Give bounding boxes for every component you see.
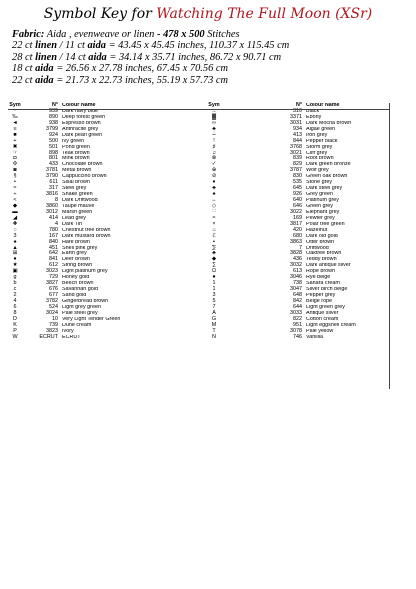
thread-number: 739: [49, 321, 58, 328]
stitch-symbol: P: [13, 327, 17, 334]
colour-name: Lead grey: [62, 215, 86, 221]
stitch-symbol: 5: [212, 297, 216, 304]
colour-name: Antique silver: [306, 310, 339, 316]
stitch-symbol: K: [13, 321, 17, 328]
stitch-symbol: ▓: [212, 113, 216, 120]
stitch-symbol: ↔: [211, 197, 217, 203]
stitch-symbol: ⊘: [211, 173, 217, 180]
stitch-symbol: ▬: [12, 208, 18, 215]
thread-number: 898: [49, 149, 58, 156]
fabric-type: linen: [35, 40, 58, 52]
thread-number: 3024: [46, 309, 58, 316]
stitch-symbol: ·: [14, 107, 16, 114]
colour-name: Ivy green: [62, 138, 85, 144]
colour-name: ECRUT: [62, 334, 81, 340]
stitch-symbol: ☞: [12, 149, 18, 156]
thread-number: 951: [293, 321, 302, 328]
stitch-symbol: ⅀: [211, 244, 217, 251]
thread-number: 842: [293, 297, 302, 304]
thread-number: 939: [49, 107, 58, 114]
colour-name: Cliff grey: [306, 150, 328, 156]
dimensions: = 43.45 x 45.45 inches, 110.37 x 115.45 cm: [108, 40, 290, 52]
colour-name: Pond green: [62, 144, 90, 150]
colour-name: Teddy brown: [306, 257, 337, 263]
thread-number: 310: [293, 107, 302, 114]
colour-name: Cotton cream: [306, 316, 339, 322]
key-column-left: [8, 103, 198, 341]
colour-name: Beech brown: [62, 281, 94, 287]
thread-number: 3023: [46, 268, 58, 275]
thread-number: 640: [293, 197, 302, 203]
stitch-symbol: ○: [13, 226, 17, 233]
colour-name: Root brown: [306, 156, 334, 162]
colour-name: Hare brown: [62, 239, 90, 245]
thread-count: 22 ct: [12, 40, 33, 52]
thread-number: 780: [49, 226, 58, 233]
stitch-symbol: 2: [13, 292, 17, 298]
stitch-symbol: ♯: [212, 143, 216, 150]
stitch-symbol: ♠: [212, 191, 216, 198]
thread-number: 644: [293, 303, 302, 310]
fabric-size: 478 x 500: [163, 29, 205, 40]
colour-name: Light grey green: [62, 304, 101, 310]
thread-number: 3768: [290, 143, 302, 150]
dimensions: = 34.14 x 35.71 inches, 86.72 x 90.71 cm: [109, 51, 282, 63]
colour-name: String brown: [62, 263, 93, 269]
alt-count: / 14 ct: [59, 51, 86, 63]
stitch-symbol: ✣: [12, 161, 18, 168]
stitch-symbol: ★: [12, 262, 18, 269]
stitch-symbol: ✚: [12, 220, 18, 227]
colour-name: Teak brown: [62, 150, 90, 156]
stitch-symbol: +: [13, 137, 17, 144]
colour-name: Deep forest green: [62, 114, 106, 120]
fabric-info: [12, 29, 412, 86]
colour-name: Chocolate brown: [62, 162, 103, 168]
thread-number: 729: [49, 274, 58, 281]
thread-number: 413: [293, 131, 302, 138]
colour-name: Dark Tin: [62, 221, 83, 227]
stitch-symbol: b: [13, 280, 17, 287]
thread-count: 28 ct: [12, 51, 33, 63]
key-row: [204, 335, 394, 341]
stitch-symbol: ∻: [211, 131, 217, 138]
title-prefix: Symbol Key for: [43, 6, 152, 22]
colour-name: Sand gold: [62, 293, 87, 298]
stitch-symbol: N: [212, 333, 216, 340]
thread-number: 3047: [290, 286, 302, 293]
thread-number: 934: [293, 125, 302, 132]
colour-name: Wolf grey: [306, 168, 329, 174]
thread-number: 4: [55, 220, 58, 227]
stitch-symbol: ●: [212, 274, 216, 281]
stitch-symbol: ⌂: [212, 226, 216, 233]
thread-number: 535: [293, 179, 302, 186]
colour-name: Metal brown: [62, 168, 92, 174]
thread-number: 7: [299, 244, 302, 251]
thread-number: 3787: [290, 167, 302, 174]
fabric-count-line: [12, 63, 412, 74]
colour-name: Sisal brown: [62, 180, 90, 186]
colour-name: Earth grey: [62, 251, 87, 257]
stitch-symbol: ℰ: [212, 232, 216, 239]
stitch-symbol: •: [14, 179, 16, 186]
thread-number: 676: [49, 286, 58, 293]
fabric-type: aida: [35, 63, 54, 75]
stitch-symbol: ◢: [12, 214, 18, 221]
stitch-symbol: Ω: [211, 268, 217, 275]
colour-name: Taupe mauve: [62, 203, 95, 209]
stitch-symbol: ∷: [212, 208, 216, 215]
colour-name: Black: [306, 108, 320, 114]
rows-right: [204, 109, 394, 341]
thread-number: 645: [293, 185, 302, 192]
stitch-symbol: ⊕: [211, 167, 217, 174]
thread-number: 167: [49, 232, 58, 239]
thread-number: 3021: [290, 149, 302, 156]
alt-count: / 11 ct: [59, 40, 85, 52]
pattern-name: Watching The Full Moon (XSr): [156, 6, 373, 22]
thread-number: 3827: [46, 280, 58, 287]
stitch-symbol: §: [13, 173, 17, 180]
colour-name: Oaktree brown: [306, 251, 342, 257]
stitch-symbol: g: [13, 274, 17, 281]
thread-number: 841: [49, 256, 58, 263]
colour-name: Ebony: [306, 114, 322, 120]
thread-number: 524: [49, 303, 58, 310]
stitch-symbol: →: [211, 107, 217, 114]
stitch-symbol: ♣: [212, 185, 216, 192]
thread-number: 3781: [46, 167, 58, 174]
colour-name: Dune cream: [62, 322, 92, 328]
thread-number: 3046: [290, 274, 302, 281]
colour-name: Pepper grey: [306, 293, 336, 298]
thread-number: 3817: [290, 220, 302, 227]
header-divider: [8, 109, 390, 110]
thread-number: 433: [49, 161, 58, 168]
thread-number: 890: [49, 113, 58, 120]
stitch-symbol: ⊗: [211, 155, 217, 162]
key-row: [8, 335, 198, 341]
stitch-symbol: ‰: [12, 113, 18, 120]
stitch-symbol: 6: [13, 303, 17, 310]
thread-number: 926: [293, 191, 302, 198]
thread-number: 738: [293, 280, 302, 287]
stitch-symbol: G: [211, 315, 217, 322]
colour-name: Snake green: [62, 192, 93, 198]
colour-name: Platinum grey: [306, 198, 339, 203]
colour-name: Dark pearl green: [62, 132, 103, 138]
colour-name: Espresso brown: [62, 120, 101, 126]
fabric-count-line: [12, 75, 412, 86]
thread-number: 501: [49, 143, 58, 150]
thread-number: 746: [293, 333, 302, 340]
dimensions: = 26.56 x 27.78 inches, 67.45 x 70.56 cm: [56, 63, 228, 75]
thread-number: 924: [49, 131, 58, 138]
fabric-count-line: [12, 52, 412, 63]
stitch-symbol: A: [212, 309, 216, 316]
thread-number: 3863: [290, 238, 302, 245]
colour-name: Beige rope: [306, 298, 333, 304]
thread-number: 3033: [290, 309, 302, 316]
stitch-symbol: ♣: [212, 125, 216, 132]
thread-number: 10: [52, 315, 58, 322]
colour-name: Pepper black: [306, 138, 338, 144]
stitch-symbol: ◙: [13, 167, 17, 174]
thread-number: 3031: [290, 119, 302, 126]
thread-number: 8: [55, 197, 58, 203]
stitch-symbol: M: [211, 321, 217, 328]
stitch-symbol: ◇: [211, 202, 217, 209]
colour-name: Dark green bronze: [306, 162, 351, 168]
thread-number: 613: [293, 268, 302, 275]
colour-name: Stone grey: [306, 180, 333, 186]
colour-name: Anthracite grey: [62, 126, 99, 132]
thread-number: 840: [49, 238, 58, 245]
stitch-symbol: ▪: [213, 238, 215, 245]
thread-number: 938: [49, 119, 58, 126]
stitch-symbol: ♫: [211, 149, 217, 156]
thread-number: 3799: [46, 125, 58, 132]
colour-name: Dark antique silver: [306, 263, 351, 269]
thread-number: 642: [49, 250, 58, 257]
thread-number: 169: [293, 214, 302, 221]
colour-name: Green oak brown: [306, 174, 348, 180]
thread-number: 3012: [46, 208, 58, 215]
colour-name: Dark Mocha brown: [306, 120, 352, 126]
colour-name: Hazelnut: [306, 227, 328, 233]
stitch-symbol: D: [13, 315, 17, 322]
thread-number: 839: [293, 155, 302, 162]
thread-number: 612: [49, 262, 58, 269]
key-column-right: [204, 103, 394, 341]
thread-number: 3790: [46, 173, 58, 180]
colour-name: Green grey: [306, 203, 333, 209]
stitch-symbol: W: [12, 333, 18, 340]
colour-name: Iron grey: [306, 132, 328, 138]
colour-name: Very Light Tender Green: [62, 316, 121, 322]
header-colour-name: Colour Name: [62, 103, 96, 108]
thread-number: 414: [49, 214, 58, 221]
stitch-symbol: 4: [13, 297, 17, 304]
stitch-symbol: 3: [212, 292, 216, 298]
colour-name: Storm grey: [306, 144, 333, 150]
thread-number: 3782: [46, 297, 58, 304]
colour-name: Driftwood: [306, 245, 329, 251]
colour-name: Grey green: [306, 192, 333, 198]
stitch-symbol: !: [213, 137, 215, 144]
page-title: [0, 6, 416, 22]
thread-number: 3860: [46, 202, 58, 209]
fabric-size-prefix: -: [156, 29, 161, 40]
thread-number: 451: [49, 244, 58, 251]
colour-name: Polar tree green: [306, 221, 345, 227]
colour-name: Silver birch beige: [306, 287, 348, 293]
thread-number: 3078: [290, 327, 302, 334]
table-right-border: [389, 103, 390, 389]
stitch-symbol: ≈: [13, 185, 17, 192]
colour-name: Dark mustard brown: [62, 233, 111, 239]
stitch-symbol: ▣: [12, 268, 18, 275]
colour-name: Pewter grey: [306, 215, 335, 221]
fabric-label: Fabric:: [12, 29, 45, 40]
stitch-symbol: c: [13, 286, 17, 293]
thread-number: 436: [293, 256, 302, 263]
thread-number: 801: [49, 155, 58, 162]
header-num: N°: [295, 102, 302, 108]
thread-number: 3823: [46, 327, 58, 334]
stitch-symbol: ÷: [13, 191, 17, 198]
colour-name: Cappuccino brown: [62, 174, 107, 180]
colour-name: Elephant grey: [306, 209, 340, 215]
colour-name: Otter brown: [306, 239, 335, 245]
stitch-symbol: ◆: [211, 256, 217, 263]
stitch-symbol: 3: [13, 232, 17, 239]
stitch-symbol: ▲: [12, 244, 18, 251]
thread-count: 22 ct: [12, 74, 33, 86]
thread-number: 3022: [290, 208, 302, 215]
colour-name: Light platinum grey: [62, 269, 108, 275]
rows-left: [8, 109, 198, 341]
colour-name: Pale steel grey: [62, 310, 98, 316]
thread-number: ECRUT: [39, 333, 58, 340]
header-num: N°: [51, 102, 58, 108]
thread-number: 3816: [46, 191, 58, 198]
header-sym: Sym: [9, 102, 21, 108]
stitch-symbol: ◆: [12, 202, 18, 209]
colour-name: Deer brown: [62, 257, 90, 263]
fabric-count-line: [12, 40, 412, 51]
colour-name: Savannah gold: [62, 287, 98, 293]
colour-name: Vanillia: [306, 334, 323, 340]
alt-fabric-type: aida: [87, 40, 106, 52]
colour-name: Ivory: [62, 328, 74, 334]
colour-name: Dark steel grey: [306, 186, 343, 192]
stitch-symbol: ⊞: [12, 250, 18, 257]
colour-name: Steel grey: [62, 186, 87, 192]
stitch-symbol: ✓: [211, 161, 217, 168]
alt-fabric-type: aida: [88, 51, 107, 63]
thread-number: 680: [293, 232, 302, 239]
thread-number: 500: [49, 137, 58, 144]
stitch-symbol: ♠: [13, 238, 17, 245]
stitch-symbol: ∑: [212, 262, 216, 269]
stitch-symbol: ◘: [13, 155, 17, 162]
stitch-symbol: ■: [13, 131, 17, 138]
colour-name: Dark old gold: [306, 233, 338, 239]
stitch-symbol: 1: [212, 280, 216, 287]
colour-name: Rope brown: [306, 269, 336, 275]
thread-number: 830: [293, 173, 302, 180]
dimensions: = 21.73 x 22.73 inches, 55.19 x 57.73 cm: [56, 74, 228, 86]
colour-name: Light eggshell cream: [306, 322, 356, 328]
thread-number: 3828: [290, 250, 302, 257]
colour-name: Chestnut tree brown: [62, 227, 111, 233]
stitch-symbol: <: [13, 197, 17, 203]
stitch-symbol: ◄: [12, 119, 18, 126]
colour-name: Rye beige: [306, 275, 331, 281]
thread-number: 648: [293, 292, 302, 298]
fabric-size-suffix: Stitches: [207, 29, 240, 40]
colour-name: Dark Driftwood: [62, 198, 98, 203]
stitch-symbol: ≡: [13, 125, 17, 132]
thread-number: 3032: [290, 262, 302, 269]
stitch-symbol: 8: [13, 309, 17, 316]
thread-number: 3371: [290, 113, 302, 120]
header-colour-name: Colour Name: [306, 103, 340, 108]
colour-name: Mink brown: [62, 156, 90, 162]
thread-number: 611: [49, 179, 58, 186]
stitch-symbol: T: [212, 327, 216, 334]
stitch-symbol: 7: [212, 303, 216, 310]
thread-number: 420: [293, 226, 302, 233]
colour-name: Dark navy blue: [62, 108, 98, 114]
thread-number: 677: [49, 292, 58, 298]
thread-number: 646: [293, 202, 302, 209]
stitch-symbol: ∞: [212, 119, 216, 126]
colour-name: Algae green: [306, 126, 336, 132]
header-sym: Sym: [208, 102, 220, 108]
stitch-symbol: ✖: [12, 143, 18, 150]
thread-number: 844: [293, 137, 302, 144]
thread-number: 822: [293, 315, 302, 322]
colour-name: Marsh green: [62, 209, 93, 215]
colour-name: Shell pink grey: [62, 245, 98, 251]
thread-number: 829: [293, 161, 302, 168]
colour-name: Sahara cream: [306, 281, 340, 287]
stitch-symbol: ×: [212, 220, 216, 227]
fabric-type: linen: [35, 51, 58, 63]
stitch-symbol: ♦: [212, 179, 216, 186]
colour-name: Honey gold: [62, 275, 90, 281]
thread-number: 317: [49, 185, 58, 192]
colour-name: Light green grey: [306, 304, 345, 310]
fabric-count-lines: [12, 40, 412, 86]
colour-name: Pale yellow: [306, 328, 334, 334]
stitch-symbol: ♣: [212, 250, 216, 257]
stitch-symbol: ≈: [212, 214, 216, 221]
fabric-types: Aida , evenweave or linen: [46, 29, 155, 40]
colour-name: Gingerbread brown: [62, 298, 109, 304]
fabric-line: [12, 29, 412, 40]
stitch-symbol: ●: [13, 256, 17, 263]
stitch-symbol: 1: [212, 286, 216, 293]
thread-count: 18 ct: [12, 63, 33, 75]
fabric-type: aida: [35, 74, 54, 86]
